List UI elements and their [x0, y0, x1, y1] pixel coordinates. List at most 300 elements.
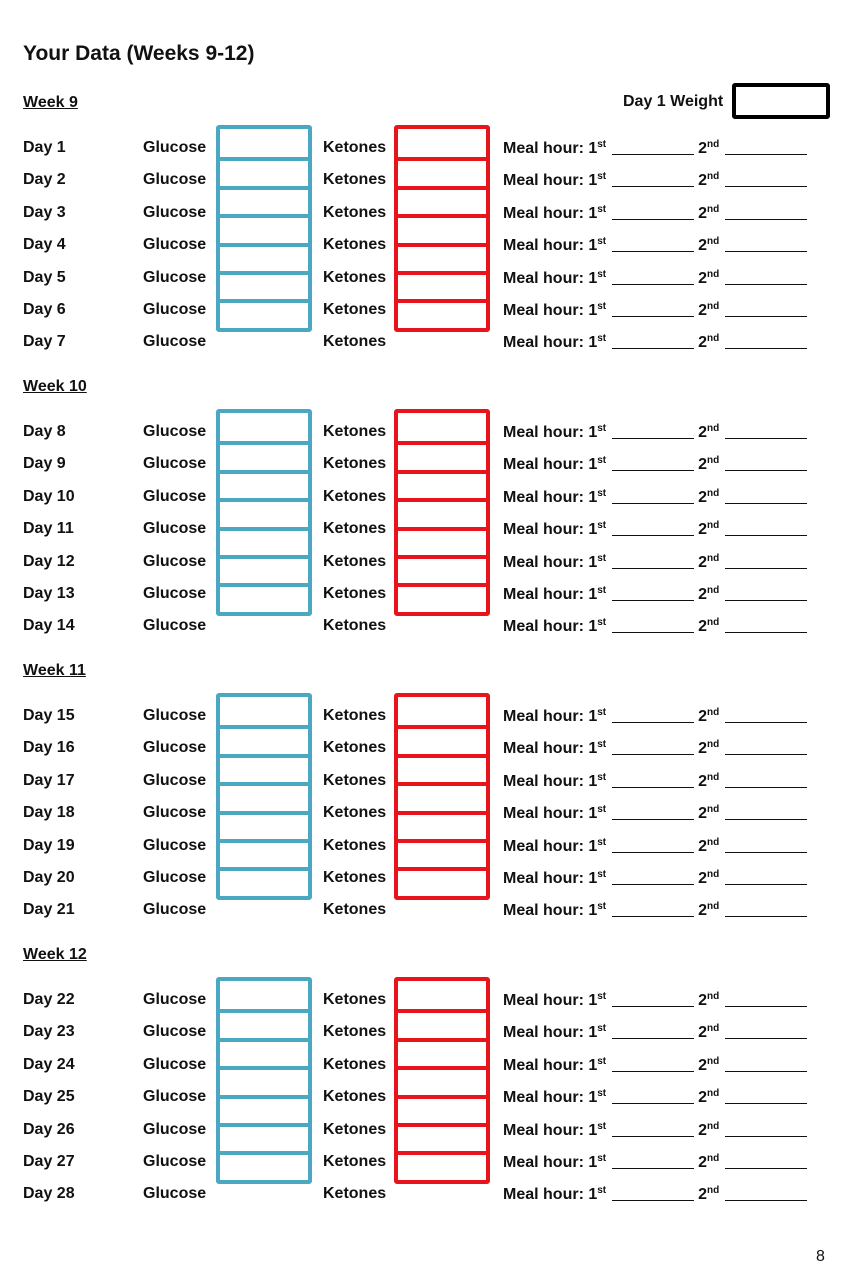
first-suffix: st [597, 1153, 607, 1164]
ketones-box-group [394, 125, 490, 332]
second-meal-hour-field[interactable] [725, 489, 807, 504]
meal-hour-label: Meal hour: 1 [503, 870, 598, 887]
ketones-label: Ketones [323, 423, 387, 440]
ketones-input[interactable] [398, 1038, 486, 1066]
glucose-label: Glucose [143, 301, 207, 318]
first-suffix: st [597, 771, 607, 783]
second-meal-hour-field[interactable] [725, 805, 807, 820]
ketones-label: Ketones [323, 1055, 387, 1073]
second-label: 2 [698, 1154, 708, 1171]
glucose-label: Glucose [143, 1023, 207, 1041]
glucose-input[interactable] [220, 1095, 308, 1123]
second-meal-hour-field[interactable] [725, 902, 807, 917]
glucose-label: Glucose [143, 585, 207, 602]
ketones-input[interactable] [398, 1123, 486, 1151]
second-meal-hour-field[interactable] [725, 424, 807, 439]
first-meal-hour-field[interactable] [612, 1154, 694, 1169]
ketones-input[interactable] [398, 470, 486, 498]
glucose-label: Glucose [143, 617, 207, 635]
week-label: Week 10 [23, 378, 87, 395]
day-label: Day 9 [23, 455, 66, 473]
second-suffix: nd [707, 268, 720, 280]
first-suffix: st [597, 804, 607, 816]
second-label: 2 [698, 708, 708, 725]
glucose-label: Glucose [143, 869, 207, 886]
glucose-input[interactable] [220, 725, 308, 753]
glucose-input[interactable] [220, 782, 308, 810]
page-title: Your Data (Weeks 9-12) [23, 42, 255, 65]
ketones-input[interactable] [398, 186, 486, 214]
second-label: 2 [698, 618, 708, 636]
ketones-label: Ketones [323, 901, 387, 919]
glucose-input[interactable] [220, 271, 308, 299]
first-meal-hour-field[interactable] [612, 205, 694, 220]
first-suffix: st [597, 520, 607, 532]
first-suffix: st [597, 617, 607, 629]
meal-hour-label: Meal hour: 1 [503, 902, 598, 920]
day-label: Day 20 [23, 869, 75, 886]
first-meal-hour-field[interactable] [612, 140, 694, 155]
meal-hour-row [503, 520, 811, 539]
glucose-label: Glucose [143, 203, 207, 221]
second-meal-hour-field[interactable] [725, 237, 807, 252]
second-meal-hour-field[interactable] [725, 521, 807, 536]
first-meal-hour-field[interactable] [612, 992, 694, 1007]
meal-hour-row [503, 139, 811, 158]
glucose-box-group [216, 693, 312, 900]
day-label: Day 3 [23, 203, 66, 221]
first-meal-hour-field[interactable] [612, 270, 694, 285]
first-meal-hour-field[interactable] [612, 586, 694, 601]
second-meal-hour-field[interactable] [725, 554, 807, 569]
day-label: Day 25 [23, 1088, 75, 1106]
ketones-input[interactable] [398, 157, 486, 185]
first-suffix: st [597, 301, 607, 312]
first-suffix: st [597, 487, 607, 499]
first-meal-hour-field[interactable] [612, 456, 694, 471]
ketones-input[interactable] [398, 1066, 486, 1094]
ketones-label: Ketones [323, 585, 387, 602]
ketones-label: Ketones [323, 487, 387, 505]
second-label: 2 [698, 334, 708, 352]
second-label: 2 [698, 586, 708, 603]
ketones-input[interactable] [398, 981, 486, 1009]
glucose-input[interactable] [220, 498, 308, 526]
glucose-input[interactable] [220, 1151, 308, 1179]
week-label: Week 9 [23, 94, 78, 111]
meal-hour-label: Meal hour: 1 [503, 424, 598, 441]
first-meal-hour-field[interactable] [612, 172, 694, 187]
glucose-label: Glucose [143, 836, 207, 854]
day1-weight-label: Day 1 Weight [623, 93, 724, 110]
meal-hour-label: Meal hour: 1 [503, 586, 598, 603]
meal-hour-label: Meal hour: 1 [503, 334, 598, 352]
second-meal-hour-field[interactable] [725, 172, 807, 187]
ketones-input[interactable] [398, 1095, 486, 1123]
ketones-input[interactable] [398, 782, 486, 810]
meal-hour-label: Meal hour: 1 [503, 740, 598, 758]
meal-hour-row [503, 901, 811, 920]
first-suffix: st [597, 991, 607, 1002]
second-label: 2 [698, 870, 708, 887]
ketones-label: Ketones [323, 333, 387, 351]
first-suffix: st [597, 1185, 607, 1197]
ketones-input[interactable] [398, 697, 486, 725]
ketones-label: Ketones [323, 836, 387, 854]
meal-hour-row [503, 423, 811, 442]
second-meal-hour-field[interactable] [725, 270, 807, 285]
day-label: Day 5 [23, 268, 66, 286]
second-label: 2 [698, 1186, 708, 1204]
second-meal-hour-field[interactable] [725, 1186, 807, 1201]
second-suffix: nd [707, 804, 720, 816]
second-label: 2 [698, 140, 708, 157]
meal-hour-label: Meal hour: 1 [503, 488, 598, 506]
first-suffix: st [597, 869, 607, 880]
ketones-input[interactable] [398, 1009, 486, 1037]
meal-hour-label: Meal hour: 1 [503, 269, 598, 287]
day-label: Day 13 [23, 585, 75, 602]
glucose-input[interactable] [220, 1038, 308, 1066]
first-meal-hour-field[interactable] [612, 302, 694, 317]
glucose-label: Glucose [143, 455, 207, 473]
second-label: 2 [698, 1024, 708, 1042]
second-meal-hour-field[interactable] [725, 773, 807, 788]
first-meal-hour-field[interactable] [612, 521, 694, 536]
meal-hour-row [503, 204, 811, 223]
second-meal-hour-field[interactable] [725, 456, 807, 471]
ketones-label: Ketones [323, 455, 387, 473]
day-label: Day 6 [23, 301, 66, 318]
meal-hour-label: Meal hour: 1 [503, 521, 598, 539]
meal-hour-label: Meal hour: 1 [503, 618, 598, 636]
day-label: Day 10 [23, 487, 75, 505]
ketones-label: Ketones [323, 707, 387, 724]
first-meal-hour-field[interactable] [612, 773, 694, 788]
ketones-input[interactable] [398, 839, 486, 867]
ketones-label: Ketones [323, 301, 387, 318]
second-meal-hour-field[interactable] [725, 618, 807, 633]
glucose-input[interactable] [220, 157, 308, 185]
ketones-label: Ketones [323, 171, 387, 189]
second-suffix: nd [707, 991, 720, 1002]
glucose-label: Glucose [143, 1153, 207, 1170]
first-meal-hour-field[interactable] [612, 740, 694, 755]
glucose-input[interactable] [220, 299, 308, 327]
second-meal-hour-field[interactable] [725, 205, 807, 220]
meal-hour-row [503, 991, 811, 1010]
second-meal-hour-field[interactable] [725, 586, 807, 601]
second-meal-hour-field[interactable] [725, 1154, 807, 1169]
first-meal-hour-field[interactable] [612, 237, 694, 252]
glucose-label: Glucose [143, 804, 207, 822]
meal-hour-label: Meal hour: 1 [503, 553, 598, 571]
first-suffix: st [597, 423, 607, 434]
ketones-input[interactable] [398, 527, 486, 555]
second-meal-hour-field[interactable] [725, 992, 807, 1007]
ketones-label: Ketones [323, 552, 387, 570]
meal-hour-row [503, 739, 811, 758]
meal-hour-label: Meal hour: 1 [503, 708, 598, 725]
glucose-label: Glucose [143, 139, 207, 156]
day1-weight-field[interactable] [732, 83, 830, 119]
second-meal-hour-field[interactable] [725, 870, 807, 885]
ketones-label: Ketones [323, 771, 387, 789]
ketones-label: Ketones [323, 739, 387, 757]
glucose-input[interactable] [220, 867, 308, 895]
meal-hour-label: Meal hour: 1 [503, 992, 598, 1009]
second-suffix: nd [707, 487, 720, 499]
glucose-label: Glucose [143, 1120, 207, 1138]
second-suffix: nd [707, 1185, 720, 1197]
first-meal-hour-field[interactable] [612, 489, 694, 504]
ketones-input[interactable] [398, 1151, 486, 1179]
meal-hour-row [503, 1023, 811, 1042]
second-suffix: nd [707, 1055, 720, 1067]
second-meal-hour-field[interactable] [725, 1024, 807, 1039]
glucose-input[interactable] [220, 470, 308, 498]
ketones-label: Ketones [323, 203, 387, 221]
second-meal-hour-field[interactable] [725, 708, 807, 723]
glucose-label: Glucose [143, 333, 207, 351]
glucose-label: Glucose [143, 1088, 207, 1106]
meal-hour-label: Meal hour: 1 [503, 140, 598, 157]
glucose-input[interactable] [220, 1123, 308, 1151]
ketones-input[interactable] [398, 811, 486, 839]
glucose-input[interactable] [220, 697, 308, 725]
second-label: 2 [698, 456, 708, 474]
glucose-input[interactable] [220, 583, 308, 611]
ketones-label: Ketones [323, 236, 387, 254]
week-label: Week 11 [23, 662, 86, 679]
day-label: Day 19 [23, 836, 75, 854]
first-meal-hour-field[interactable] [612, 708, 694, 723]
meal-hour-row [503, 488, 811, 507]
first-meal-hour-field[interactable] [612, 902, 694, 917]
glucose-input[interactable] [220, 214, 308, 242]
meal-hour-row [503, 333, 811, 352]
meal-hour-label: Meal hour: 1 [503, 1056, 598, 1074]
second-suffix: nd [707, 617, 720, 629]
ketones-input[interactable] [398, 243, 486, 271]
second-suffix: nd [707, 1120, 720, 1132]
second-label: 2 [698, 237, 708, 255]
meal-hour-label: Meal hour: 1 [503, 772, 598, 790]
first-suffix: st [597, 707, 607, 718]
first-suffix: st [597, 1055, 607, 1067]
ketones-input[interactable] [398, 214, 486, 242]
glucose-label: Glucose [143, 236, 207, 254]
first-meal-hour-field[interactable] [612, 334, 694, 349]
first-meal-hour-field[interactable] [612, 838, 694, 853]
first-meal-hour-field[interactable] [612, 870, 694, 885]
day-label: Day 2 [23, 171, 66, 189]
second-suffix: nd [707, 836, 720, 848]
ketones-input[interactable] [398, 271, 486, 299]
first-meal-hour-field[interactable] [612, 1089, 694, 1104]
first-suffix: st [597, 836, 607, 848]
ketones-input[interactable] [398, 754, 486, 782]
day-label: Day 4 [23, 236, 66, 254]
second-suffix: nd [707, 771, 720, 783]
ketones-box-group [394, 693, 490, 900]
glucose-input[interactable] [220, 754, 308, 782]
glucose-label: Glucose [143, 552, 207, 570]
glucose-input[interactable] [220, 527, 308, 555]
meal-hour-label: Meal hour: 1 [503, 456, 598, 474]
day-label: Day 16 [23, 739, 75, 757]
glucose-input[interactable] [220, 981, 308, 1009]
second-suffix: nd [707, 455, 720, 467]
ketones-input[interactable] [398, 725, 486, 753]
second-suffix: nd [707, 1153, 720, 1164]
second-label: 2 [698, 1089, 708, 1107]
ketones-label: Ketones [323, 1023, 387, 1041]
ketones-input[interactable] [398, 129, 486, 157]
day-label: Day 12 [23, 552, 75, 570]
glucose-label: Glucose [143, 487, 207, 505]
second-meal-hour-field[interactable] [725, 334, 807, 349]
meal-hour-row [503, 1056, 811, 1075]
glucose-input[interactable] [220, 811, 308, 839]
second-meal-hour-field[interactable] [725, 1057, 807, 1072]
first-meal-hour-field[interactable] [612, 805, 694, 820]
first-suffix: st [597, 333, 607, 345]
second-label: 2 [698, 172, 708, 190]
first-suffix: st [597, 455, 607, 467]
second-meal-hour-field[interactable] [725, 838, 807, 853]
first-suffix: st [597, 585, 607, 596]
ketones-label: Ketones [323, 1120, 387, 1138]
second-meal-hour-field[interactable] [725, 1122, 807, 1137]
glucose-input[interactable] [220, 129, 308, 157]
second-suffix: nd [707, 171, 720, 183]
ketones-label: Ketones [323, 1088, 387, 1106]
second-label: 2 [698, 521, 708, 539]
glucose-label: Glucose [143, 771, 207, 789]
glucose-input[interactable] [220, 839, 308, 867]
ketones-label: Ketones [323, 139, 387, 156]
meal-hour-row [503, 1088, 811, 1107]
glucose-label: Glucose [143, 1185, 207, 1203]
week-label: Week 12 [23, 946, 87, 963]
glucose-input[interactable] [220, 1066, 308, 1094]
day-label: Day 15 [23, 707, 75, 724]
second-label: 2 [698, 553, 708, 571]
second-suffix: nd [707, 423, 720, 434]
ketones-label: Ketones [323, 268, 387, 286]
first-meal-hour-field[interactable] [612, 1057, 694, 1072]
day-label: Day 7 [23, 333, 66, 351]
ketones-input[interactable] [398, 441, 486, 469]
second-label: 2 [698, 424, 708, 441]
glucose-label: Glucose [143, 171, 207, 189]
meal-hour-label: Meal hour: 1 [503, 1154, 598, 1171]
second-meal-hour-field[interactable] [725, 1089, 807, 1104]
meal-hour-label: Meal hour: 1 [503, 1186, 598, 1204]
first-meal-hour-field[interactable] [612, 554, 694, 569]
first-suffix: st [597, 1120, 607, 1132]
second-suffix: nd [707, 585, 720, 596]
day-label: Day 14 [23, 617, 75, 635]
first-suffix: st [597, 1088, 607, 1100]
second-suffix: nd [707, 1088, 720, 1100]
meal-hour-label: Meal hour: 1 [503, 302, 598, 319]
meal-hour-row [503, 772, 811, 791]
meal-hour-row [503, 553, 811, 572]
second-suffix: nd [707, 520, 720, 532]
glucose-input[interactable] [220, 1009, 308, 1037]
first-meal-hour-field[interactable] [612, 424, 694, 439]
second-suffix: nd [707, 552, 720, 564]
second-meal-hour-field[interactable] [725, 302, 807, 317]
first-meal-hour-field[interactable] [612, 1186, 694, 1201]
day-label: Day 26 [23, 1120, 75, 1138]
glucose-input[interactable] [220, 243, 308, 271]
second-label: 2 [698, 992, 708, 1009]
meal-hour-row [503, 707, 811, 726]
ketones-label: Ketones [323, 1185, 387, 1203]
meal-hour-row [503, 1121, 811, 1140]
meal-hour-row [503, 171, 811, 190]
second-label: 2 [698, 837, 708, 855]
second-suffix: nd [707, 1023, 720, 1035]
glucose-label: Glucose [143, 991, 207, 1008]
glucose-label: Glucose [143, 520, 207, 538]
ketones-label: Ketones [323, 520, 387, 538]
ketones-input[interactable] [398, 867, 486, 895]
meal-hour-row [503, 837, 811, 856]
first-suffix: st [597, 139, 607, 150]
ketones-input[interactable] [398, 498, 486, 526]
second-suffix: nd [707, 901, 720, 913]
second-suffix: nd [707, 301, 720, 312]
meal-hour-row [503, 1185, 811, 1204]
first-meal-hour-field[interactable] [612, 1024, 694, 1039]
first-meal-hour-field[interactable] [612, 618, 694, 633]
day-label: Day 21 [23, 901, 75, 919]
meal-hour-row [503, 269, 811, 288]
glucose-label: Glucose [143, 1055, 207, 1073]
second-suffix: nd [707, 203, 720, 215]
glucose-input[interactable] [220, 441, 308, 469]
first-suffix: st [597, 552, 607, 564]
meal-hour-label: Meal hour: 1 [503, 1121, 598, 1139]
second-meal-hour-field[interactable] [725, 140, 807, 155]
day-label: Day 17 [23, 771, 75, 789]
glucose-label: Glucose [143, 707, 207, 724]
ketones-box-group [394, 977, 490, 1184]
meal-hour-label: Meal hour: 1 [503, 837, 598, 855]
second-suffix: nd [707, 333, 720, 345]
ketones-input[interactable] [398, 555, 486, 583]
ketones-input[interactable] [398, 583, 486, 611]
second-meal-hour-field[interactable] [725, 740, 807, 755]
glucose-input[interactable] [220, 555, 308, 583]
first-meal-hour-field[interactable] [612, 1122, 694, 1137]
second-suffix: nd [707, 739, 720, 751]
second-label: 2 [698, 772, 708, 790]
meal-hour-row [503, 301, 811, 320]
glucose-input[interactable] [220, 186, 308, 214]
meal-hour-label: Meal hour: 1 [503, 204, 598, 222]
ketones-input[interactable] [398, 299, 486, 327]
glucose-input[interactable] [220, 413, 308, 441]
first-suffix: st [597, 1023, 607, 1035]
ketones-input[interactable] [398, 413, 486, 441]
glucose-label: Glucose [143, 423, 207, 440]
glucose-label: Glucose [143, 739, 207, 757]
